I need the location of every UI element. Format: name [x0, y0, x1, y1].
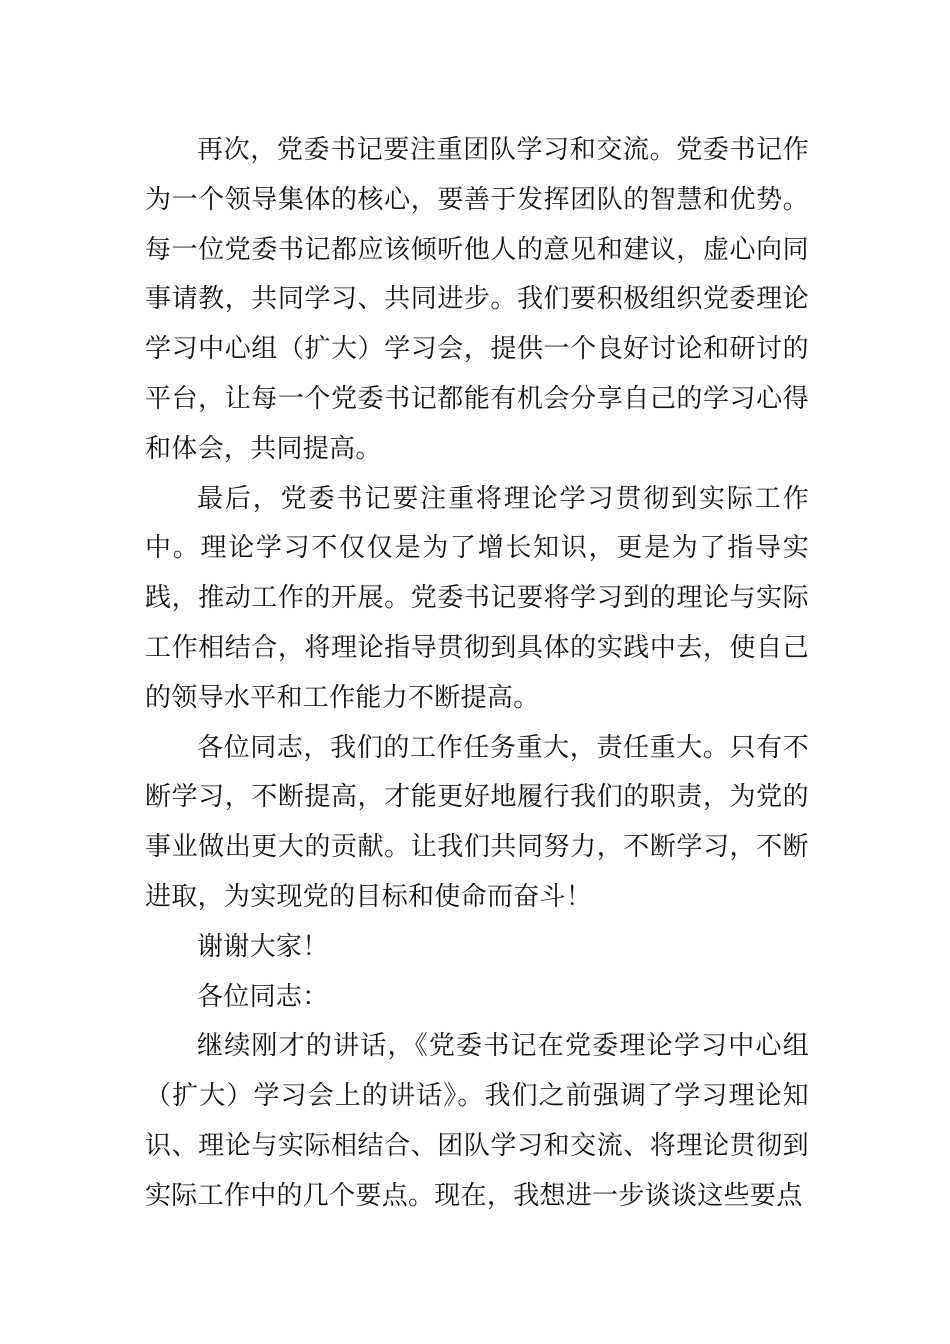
paragraph-thanks: 谢谢大家！ — [197, 931, 329, 962]
document-body — [145, 126, 809, 1222]
paragraph-practice: 最后，党委书记要注重将理论学习贯彻到实际工作中。理论学习不仅仅是为了增长知识，更是为了指导实践，推动工作的开展。党委书记要将学习到的理论与实际工作相结合，将理论指导贯彻到具体的实践中去，使自己的领导水平和工作能力不断提高。 — [145, 483, 809, 713]
paragraph-team-learning: 再次，党委书记要注重团队学习和交流。党委书记作为一个领导集体的核心，要善于发挥团队的智慧和优势。每一位党委书记都应该倾听他人的意见和建议，虚心向同事请教，共同学习、共同进步。我们要积极组织党委理论学习中心组（扩大）学习会，提供一个良好讨论和研讨的平台，让每一个党委书记都能有机会分享自己的学习心得和体会，共同提高。 — [145, 135, 809, 464]
paragraph-call-to-action: 各位同志，我们的工作任务重大，责任重大。只有不断学习，不断提高，才能更好地履行我们的职责，为党的事业做出更大的贡献。让我们共同努力，不断学习，不断进取，为实现党的目标和使命而奋斗！ — [145, 732, 809, 912]
paragraph-continuation: 继续刚才的讲话，《党委书记在党委理论学习中心组（扩大）学习会上的讲话》。我们之前强调了学习理论知识、理论与实际相结合、团队学习和交流、将理论贯彻到实际工作中的几个要点。现在，我想进一步谈谈这些要点 — [145, 1031, 809, 1211]
paragraph-salutation: 各位同志： — [197, 981, 329, 1012]
